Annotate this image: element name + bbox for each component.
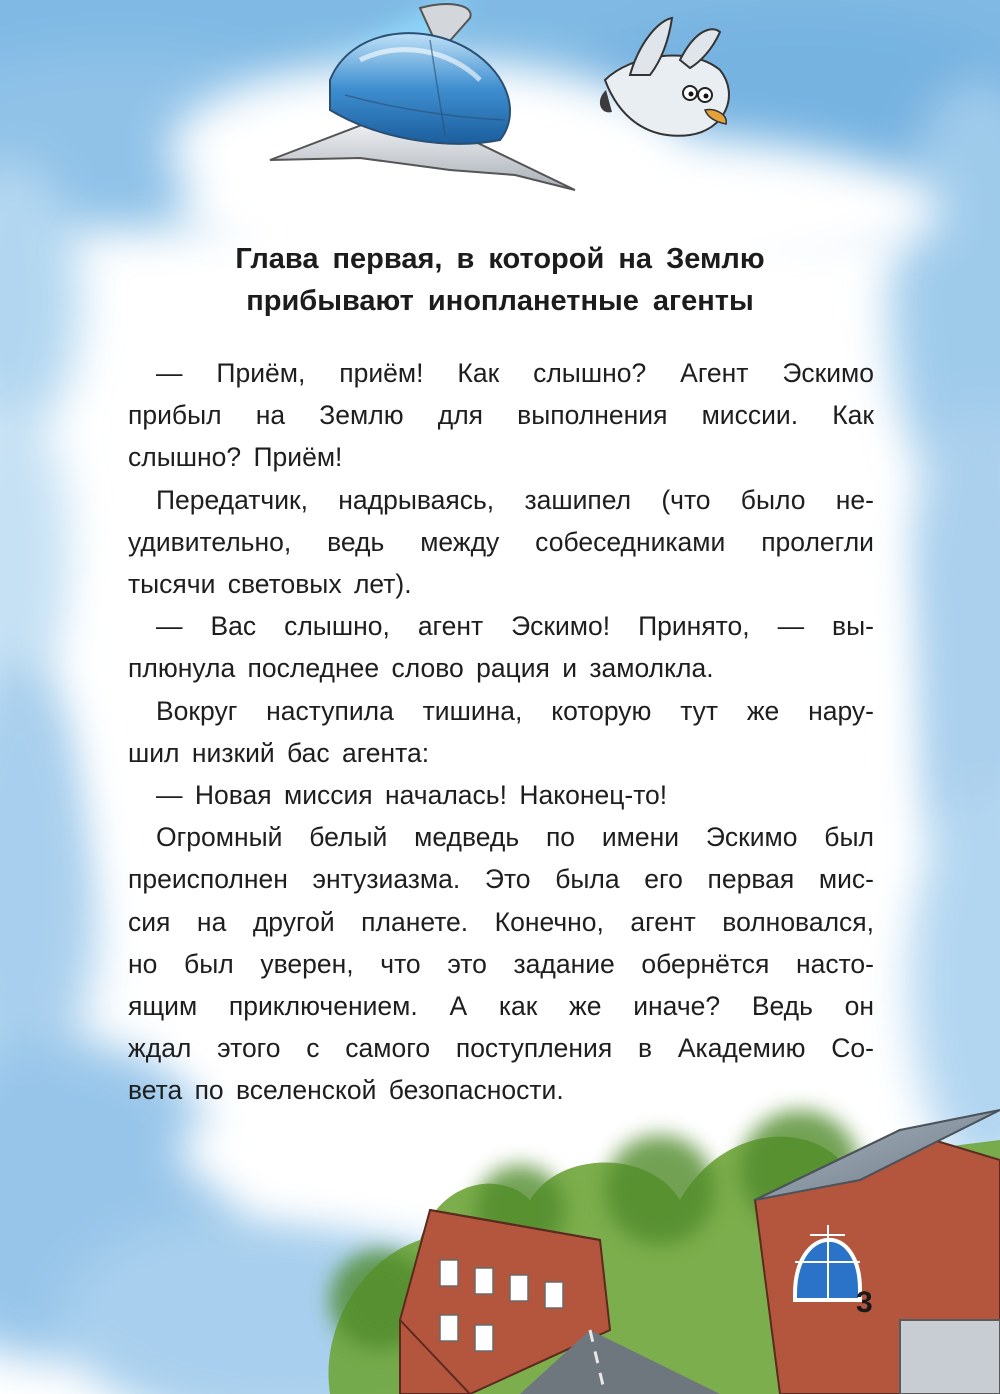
chapter-title-line: прибывают инопланетные агенты bbox=[246, 285, 754, 317]
text-line: — Вас слышно, агент Эскимо! Принято, — вы- bbox=[156, 611, 874, 642]
text-line: шил низкий бас агента: bbox=[128, 737, 430, 768]
text-line: — Приём, приём! Как слышно? Агент Эскимо bbox=[156, 358, 874, 388]
text-line: Передатчик, надрываясь, зашипел (что было не- bbox=[156, 484, 874, 515]
text-line: тысячи световых лет). bbox=[128, 569, 412, 600]
text-line: ящим приключением. А как же иначе? Ведь он bbox=[128, 991, 874, 1022]
text-line: слышно? Приём! bbox=[128, 442, 343, 473]
chapter-title bbox=[150, 238, 850, 322]
chapter-text bbox=[128, 352, 874, 1112]
text-line: вета по вселенской безопасности. bbox=[128, 1075, 564, 1106]
text-line: плюнула последнее слово рация и замолкла. bbox=[128, 653, 714, 684]
text-line: прибыл на Землю для выполнения миссии. Как bbox=[128, 400, 874, 431]
text-line: преисполнен энтузиазма. Это была его первая мис- bbox=[128, 864, 874, 895]
text-line: удивительно, ведь между собеседниками пролегли bbox=[128, 526, 874, 557]
text-line: ждал этого с самого поступления в Академию Со- bbox=[128, 1033, 874, 1064]
text-line: Огромный белый медведь по имени Эскимо был bbox=[156, 822, 874, 853]
text-line: — Новая миссия началась! Наконец-то! bbox=[156, 780, 668, 811]
chapter-title-line: Глава первая, в которой на Землю bbox=[235, 243, 765, 275]
text-line: но был уверен, что это задание обернётся насто- bbox=[128, 948, 874, 979]
text-line: Вокруг наступила тишина, которую тут же нару- bbox=[156, 695, 874, 726]
text-line: сия на другой планете. Конечно, агент волновался, bbox=[128, 906, 874, 937]
page-number: 3 bbox=[856, 1286, 873, 1319]
